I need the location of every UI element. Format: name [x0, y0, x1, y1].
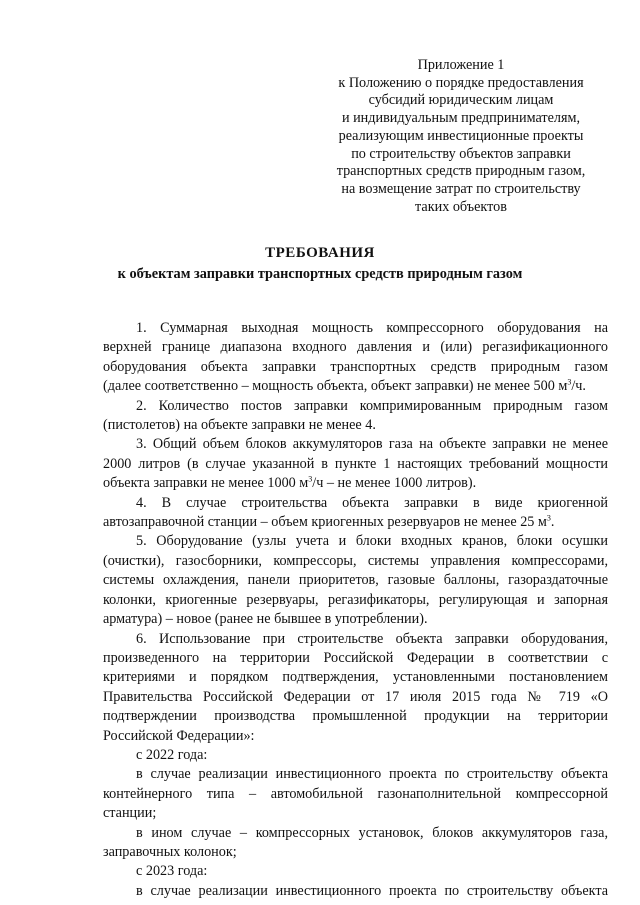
text-fragment: автозаправочной станции – объем криогенных резервуаров не менее 25 м [103, 514, 547, 531]
document-title: ТРЕБОВАНИЯ [265, 245, 375, 261]
appendix-line: транспортных средств природным газом, [336, 163, 586, 180]
appendix-line: на возмещение затрат по строительству [341, 180, 581, 197]
appendix-line: таких объектов [415, 198, 507, 215]
paragraph-container-case [103, 765, 608, 823]
text-line: 2. Количество постов заправки компримированным природным газом [136, 397, 608, 414]
paragraph-6 [103, 630, 608, 746]
paragraph-2023 [103, 862, 608, 881]
text-line: в случае реализации инвестиционного проекта по строительству объекта [136, 882, 608, 899]
text-line: 6. Использование при строительстве объекта заправки оборудования, [136, 630, 608, 647]
superscript: 3 [308, 474, 313, 484]
text-line: станции; [103, 805, 157, 822]
text-line: (очистки), газосборники, компрессоры, системы управления компрессорами, [103, 552, 608, 569]
text-line: 3. Общий объем блоков аккумуляторов газа на объекте заправки не менее [136, 436, 608, 453]
text-fragment: (далее соответственно – мощность объекта, объект заправки) не менее 500 м [103, 378, 568, 395]
paragraph-1 [103, 319, 608, 397]
text-line: 5. Оборудование (узлы учета и блоки входных кранов, блоки осушки [136, 533, 608, 550]
text-line: заправочных колонок; [103, 843, 237, 860]
text-line: арматура) – новое (ранее не бывшее в употреблении). [103, 611, 428, 628]
text-line: Правительства Российской Федерации от 17 июля 2015 года № 719 «О [103, 688, 608, 705]
paragraph-5 [103, 532, 608, 629]
text-line [103, 474, 608, 493]
text-fragment: . [550, 514, 555, 531]
appendix-header [320, 57, 602, 216]
text-line [103, 377, 608, 396]
appendix-line: Приложение 1 [417, 57, 505, 73]
text-line: системы охлаждения, панели приоритетов, газовые баллоны, газораздаточные [103, 572, 608, 589]
superscript: 3 [567, 377, 572, 387]
text-line: оборудования объекта заправки транспортных средств природным газом [103, 358, 608, 375]
text-line: в случае реализации инвестиционного проекта по строительству объекта [136, 766, 608, 783]
text-line: контейнерного типа – автомобильной газонаполнительной компрессорной [103, 785, 608, 802]
paragraph-other-case [103, 824, 608, 863]
text-line: 4. В случае строительства объекта заправки в виде криогенной [136, 494, 608, 511]
appendix-line: субсидий юридическим лицам [368, 92, 554, 109]
paragraph-2023-case [103, 882, 608, 901]
appendix-line: и индивидуальным предпринимателям, [341, 110, 581, 127]
text-line: 2000 литров (в случае указанной в пункте 1 настоящих требований мощности [103, 455, 608, 472]
appendix-line: реализующим инвестиционные проекты [338, 127, 584, 144]
appendix-line: по строительству объектов заправки [351, 145, 571, 162]
text-fragment: /ч. [571, 378, 586, 395]
text-fragment: объекта заправки не менее 1000 м [103, 475, 309, 492]
text-fragment: /ч – не менее 1000 литров). [312, 475, 477, 492]
text-line: подтверждении производства промышленной продукции на территории [103, 708, 608, 725]
paragraph-2 [103, 397, 608, 436]
text-line: (пистолетов) на объекте заправки не менее 4. [103, 417, 376, 434]
document-subtitle: к объектам заправки транспортных средств природным газом [117, 266, 523, 282]
text-line: колонки, криогенные резервуары, регазификаторы, регулирующая и запорная [103, 591, 608, 608]
document-body [103, 319, 608, 901]
text-line: Российской Федерации»: [103, 727, 255, 744]
text-line: произведенного на территории Российской Федерации в соответствии с [103, 649, 608, 666]
text-line: 1. Суммарная выходная мощность компрессорного оборудования на [136, 320, 608, 336]
text-line: с 2022 года: [136, 746, 208, 763]
text-line: критериями и порядком подтверждения, установленными постановлением [103, 669, 608, 686]
appendix-line: к Положению о порядке предоставления [338, 74, 584, 91]
text-line: верхней границе диапазона входного давления и (или) регазификационного [103, 339, 608, 356]
paragraph-3 [103, 435, 608, 493]
paragraph-4 [103, 494, 608, 533]
text-line [103, 513, 608, 532]
paragraph-2022 [103, 746, 608, 765]
text-line: с 2023 года: [136, 863, 208, 880]
superscript: 3 [546, 513, 551, 523]
text-line: в ином случае – компрессорных установок, блоков аккумуляторов газа, [136, 824, 608, 841]
